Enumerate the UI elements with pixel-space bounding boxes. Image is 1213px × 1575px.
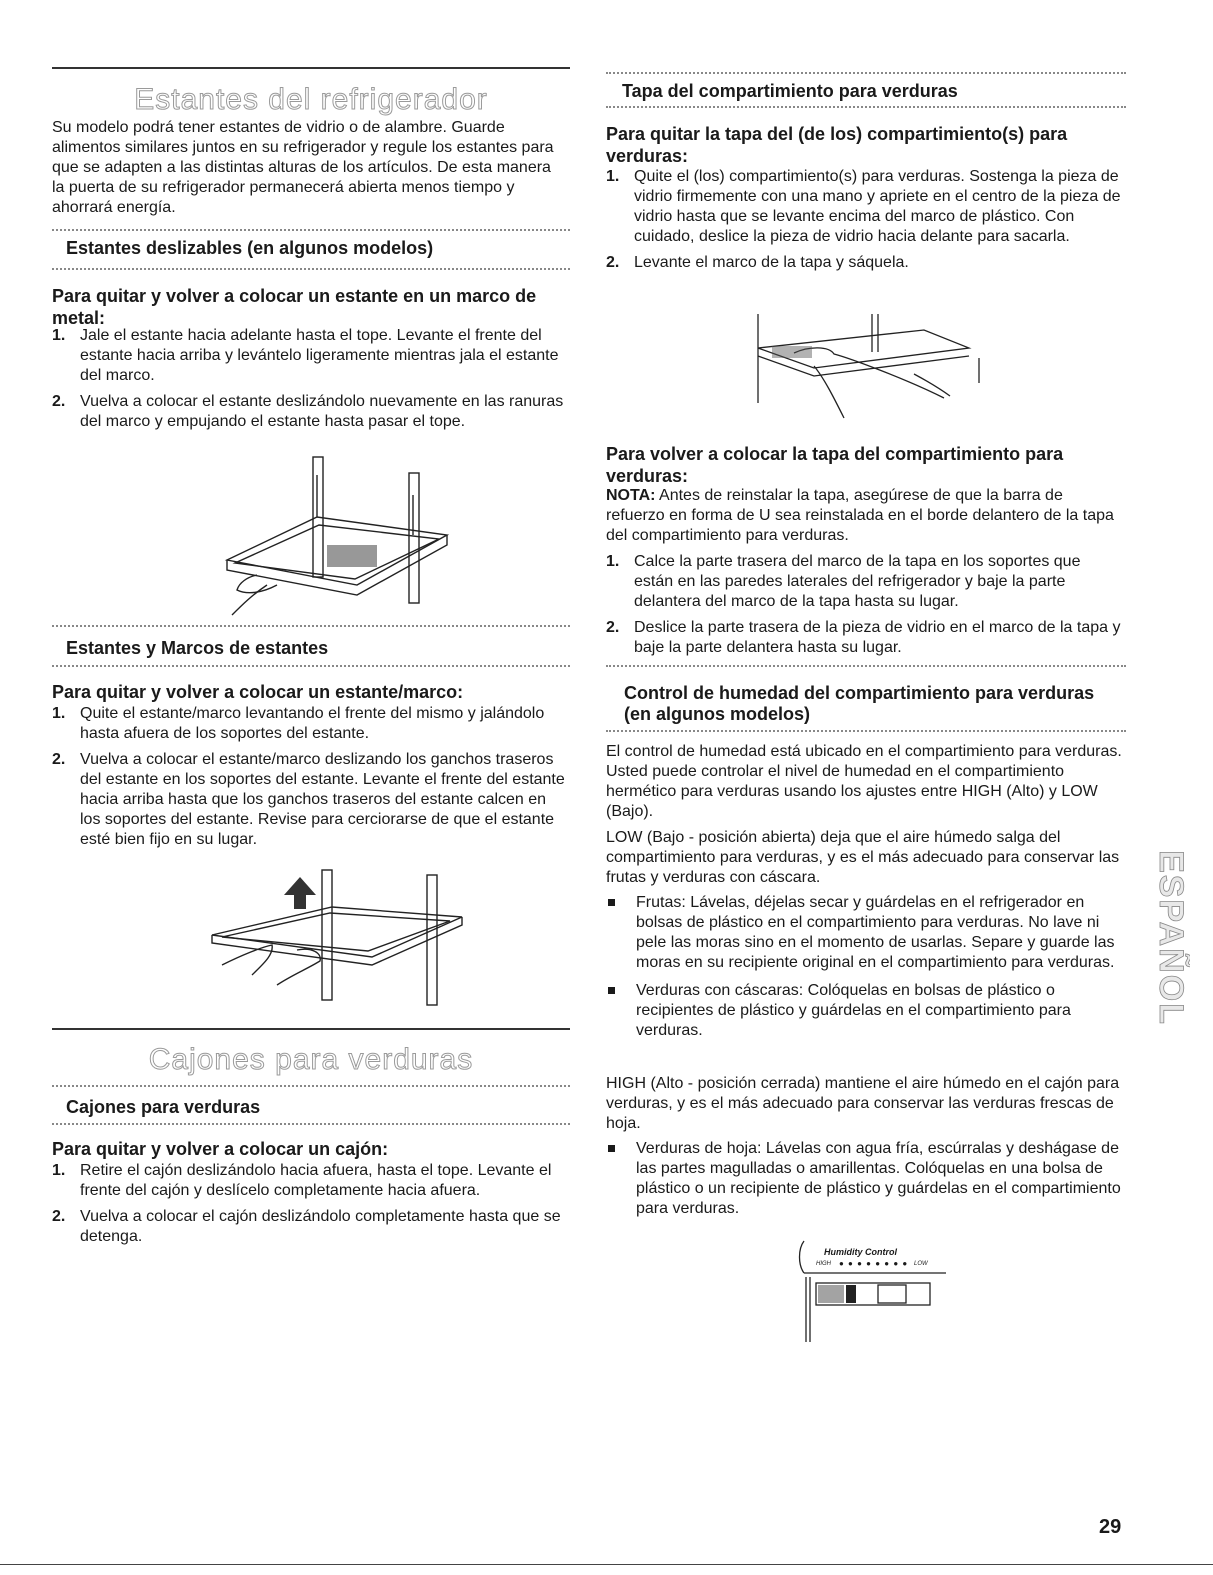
bullet-text: Frutas: Lávelas, déjelas secar y guárdelas en el refrigerador en bolsas de plástico en el compartimiento para verduras. No lave ni pele las moras sino en el momento de usarlas. Separe y guarde las moras en su recipiente original en el compartimiento para verduras.: [636, 894, 1115, 971]
arrow-up-icon: [284, 877, 316, 909]
crisper-subheading: Para quitar y volver a colocar un cajón:: [52, 1139, 389, 1159]
dotted-divider: [52, 268, 570, 270]
bullet-item: [606, 981, 1124, 1041]
page-bottom-rule: [0, 1564, 1213, 1565]
step-item: [606, 618, 1124, 658]
sliding-shelves-heading: Estantes deslizables (en algunos modelos): [66, 238, 434, 258]
dotted-divider: [52, 1123, 570, 1125]
bullet-text: Verduras con cáscaras: Colóquelas en bolsas de plástico o recipientes de plástico y guárdelas en el compartimiento para verduras.: [636, 982, 1071, 1039]
step-text: Quite el estante/marco levantando el frente del mismo y jalándolo hasta afuera de los soportes del estante.: [80, 705, 545, 742]
bullet-item: [606, 893, 1124, 973]
replace-cover-subheading: Para volver a colocar la tapa del compartimiento para verduras:: [606, 444, 1064, 486]
dotted-divider: [52, 229, 570, 231]
step-number: 2.: [52, 1208, 66, 1225]
crisper-heading: Cajones para verduras: [66, 1097, 261, 1117]
step-item: [52, 392, 567, 432]
shelf-frames-subheading: Para quitar y volver a colocar un estante/marco:: [52, 682, 464, 702]
step-number: 1.: [52, 327, 66, 344]
shelf-frames-heading: Estantes y Marcos de estantes: [66, 638, 329, 658]
step-item: [52, 1207, 567, 1247]
side-tab-label: ESPAÑOL: [1152, 850, 1190, 1026]
step-number: 2.: [52, 393, 66, 410]
note-text: Antes de reinstalar la tapa, asegúrese de que la barra de refuerzo en forma de U sea reinstalada en el borde delantero de la tapa del compartimiento para verduras.: [606, 487, 1114, 544]
step-number: 1.: [606, 553, 620, 570]
step-text: Quite el (los) compartimiento(s) para verduras. Sostenga la pieza de vidrio firmemente con una mano y apriete en el centro de la pieza de vidrio hasta que se levante encima del marco de plástico. Con cuidado, deslice la pieza de vidrio hacia delante para sacarla.: [634, 168, 1121, 245]
bullet-item: [606, 1139, 1124, 1219]
humidity-high-label: HIGH: [816, 1261, 831, 1267]
dotted-divider: [606, 106, 1126, 108]
shelf-frame-illustration: [202, 865, 502, 1015]
step-number: 1.: [52, 1162, 66, 1179]
step-number: 2.: [606, 254, 620, 271]
dotted-divider: [52, 625, 570, 627]
step-number: 2.: [52, 751, 66, 768]
step-text: Vuelva a colocar el estante deslizándolo nuevamente en las ranuras del marco y empujando el estante hasta pasar el tope.: [80, 393, 564, 430]
humidity-paragraph-1: El control de humedad está ubicado en el compartimiento para verduras. Usted puede controlar el nivel de humedad en el compartimiento hermético para verduras usando los ajustes entre HIGH (Alto) y LOW (Bajo).: [606, 743, 1122, 820]
step-item: [606, 552, 1124, 612]
step-text: Vuelva a colocar el cajón deslizándolo completamente hasta que se detenga.: [80, 1208, 561, 1245]
step-text: Jale el estante hacia adelante hasta el tope. Levante el frente del estante hacia arriba y levántelo ligeramente mientras jala el estante del marco.: [80, 327, 559, 384]
humidity-control-illustration: [796, 1237, 952, 1347]
dotted-divider: [606, 730, 1126, 732]
low-setting-bullets: [606, 893, 1124, 1049]
step-text: Vuelva a colocar el estante/marco deslizando los ganchos traseros del estante en los soportes del estante. Levante el frente del estante hacia arriba hasta que los ganchos traseros del estante calcen en los soportes del estante. Revise para cerciorarse de que el estante esté bien fijo en su lugar.: [80, 751, 565, 848]
step-item: [52, 1161, 567, 1201]
step-item: [606, 167, 1124, 247]
step-item: [606, 253, 1124, 273]
shelves-section-title: Estantes del refrigerador: [134, 83, 488, 116]
sliding-shelves-steps: [52, 326, 567, 438]
humidity-paragraph-high: HIGH (Alto - posición cerrada) mantiene el aire húmedo en el cajón para verduras, y es el más adecuado para conservar las verduras frescas de hoja.: [606, 1075, 1120, 1132]
step-number: 1.: [52, 705, 66, 722]
step-text: Deslice la parte trasera de la pieza de vidrio en el marco de la tapa y baje la parte delantera hasta su lugar.: [634, 619, 1121, 656]
note-paragraph: [606, 486, 1124, 546]
humidity-low-label: LOW: [914, 1261, 928, 1267]
step-item: [52, 750, 567, 850]
humidity-control-heading: Control de humedad del compartimiento para verduras (en algunos modelos): [624, 683, 1095, 724]
bullet-text: Verduras de hoja: Lávelas con agua fría, escúrralas y deshágase de las partes magulladas o amarillentas. Colóquelas en una bolsa de plástico o un recipiente de plástico y guárdelas en el compartimiento para verduras.: [636, 1140, 1121, 1217]
step-text: Retire el cajón deslizándolo hacia afuera, hasta el tope. Levante el frente del cajón y deslícelo completamente hacia afuera.: [80, 1162, 552, 1199]
humidity-control-label: Humidity Control: [824, 1247, 897, 1257]
dotted-divider: [606, 665, 1126, 667]
page-number: 29: [1099, 1516, 1122, 1538]
dotted-divider: [606, 72, 1126, 74]
humidity-paragraph-low: LOW (Bajo - posición abierta) deja que el aire húmedo salga del compartimiento para verduras, y es el más adecuado para conservar las frutas y verduras con cáscara.: [606, 829, 1120, 886]
section-rule: [52, 1028, 570, 1030]
crisper-steps: [52, 1161, 567, 1253]
step-text: Levante el marco de la tapa y sáquela.: [634, 254, 909, 271]
dotted-divider: [52, 1085, 570, 1087]
language-side-tab: [1148, 818, 1190, 1058]
humidity-scale-dots: ● ● ● ● ● ● ● ●: [839, 1259, 909, 1268]
step-number: 1.: [606, 168, 620, 185]
dotted-divider: [52, 665, 570, 667]
crisper-cover-heading: Tapa del compartimiento para verduras: [622, 81, 958, 101]
sliding-shelf-illustration: [197, 455, 497, 625]
remove-cover-steps: [606, 167, 1124, 279]
step-text: Calce la parte trasera del marco de la tapa en los soportes que están en las paredes laterales del refrigerador y baje la parte delantera del marco de la tapa hasta su lugar.: [634, 553, 1081, 610]
section-rule: [52, 67, 570, 69]
note-label: NOTA:: [606, 487, 656, 504]
crisper-section-title: Cajones para verduras: [148, 1043, 474, 1076]
crisper-cover-illustration: [754, 308, 984, 428]
shelf-frames-steps: [52, 704, 567, 856]
high-setting-bullets: [606, 1139, 1124, 1227]
step-item: [52, 704, 567, 744]
sliding-shelves-subheading: Para quitar y volver a colocar un estante en un marco de metal:: [52, 286, 537, 328]
step-number: 2.: [606, 619, 620, 636]
remove-cover-subheading: Para quitar la tapa del (de los) compartimiento(s) para verduras:: [606, 124, 1068, 166]
replace-cover-steps: [606, 552, 1124, 664]
shelves-intro: Su modelo podrá tener estantes de vidrio o de alambre. Guarde alimentos similares juntos en su refrigerador y regule los estantes para que se adapten a las distintas alturas de los artículos. De esta manera la puerta de su refrigerador permanecerá abierta menos tiempo y ahorrará energía.: [52, 119, 554, 216]
step-item: [52, 326, 567, 386]
